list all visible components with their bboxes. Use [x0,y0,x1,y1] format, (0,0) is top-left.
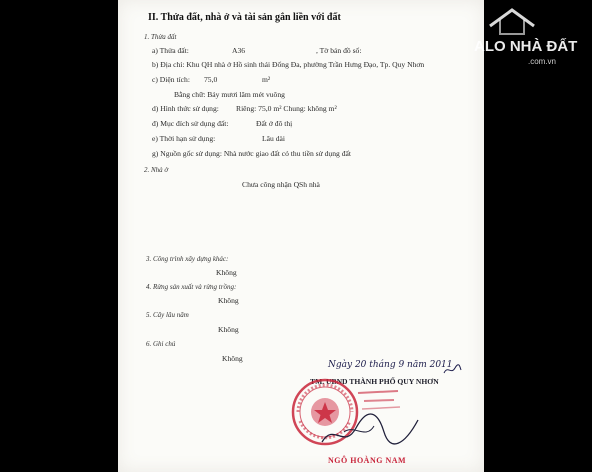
area-unit: m² [262,75,271,84]
map-sheet-label: , Tờ bản đồ số: [316,46,362,55]
signer-name: NGÔ HOÀNG NAM [328,456,407,465]
section-3-title: 3. Công trình xây dựng khác: [146,255,229,263]
other-works-value: Không [216,268,237,277]
area-in-words: Bằng chữ: Bảy mươi lăm mét vuông [174,90,285,99]
usage-purpose-value: Đất ở đô thị [256,119,293,128]
area-label: c) Diện tích: [152,75,190,84]
house-logo-icon [488,6,536,38]
usage-origin-line: g) Nguồn gốc sử dụng: Nhà nước giao đất có thu tiền sử dụng đất [152,149,352,158]
section-6-title: 6. Ghi chú [146,340,176,348]
date-flourish-icon [442,363,462,377]
issue-date: Ngày 20 tháng 9 năm 2011 [328,360,453,370]
section-heading: II. Thửa đất, nhà ở và tài sản gắn liền với đất [148,12,341,23]
certificate-page [118,0,484,472]
address-line: b) Địa chỉ: Khu QH nhà ở Hồ sinh thái Đống Đa, phường Trần Hưng Đạo, Tp. Quy Nhơn [152,60,425,69]
usage-form-label: d) Hình thức sử dụng: [152,104,219,113]
section-5-title: 5. Cây lâu năm [146,311,189,319]
usage-term-label: e) Thời hạn sử dụng: [152,134,216,143]
section-1-title: 1. Thửa đất [144,33,177,41]
notes-value: Không [222,354,243,363]
watermark-brand: ALO NHÀ ĐẤT [474,38,578,55]
area-value: 75,0 [204,75,218,84]
watermark-domain: .com.vn [528,57,557,66]
perennial-trees-value: Không [218,325,239,334]
signer-title: TM. UBND THÀNH PHỐ QUY NHƠN [310,377,439,386]
parcel-label: a) Thửa đất: [152,46,189,55]
forest-value: Không [218,296,239,305]
usage-purpose-label: đ) Mục đích sử dụng đất: [152,119,229,128]
section-4-title: 4. Rừng sản xuất và rừng trồng: [146,283,237,291]
usage-term-value: Lâu dài [262,134,285,143]
signature-icon [314,402,434,454]
parcel-value: A36 [232,46,246,55]
house-status: Chưa công nhận QSh nhà [242,180,320,189]
usage-form-value: Riêng: 75,0 m² Chung: không m² [236,104,337,113]
section-2-title: 2. Nhà ở [144,166,169,174]
alonhadat-watermark [470,2,588,76]
